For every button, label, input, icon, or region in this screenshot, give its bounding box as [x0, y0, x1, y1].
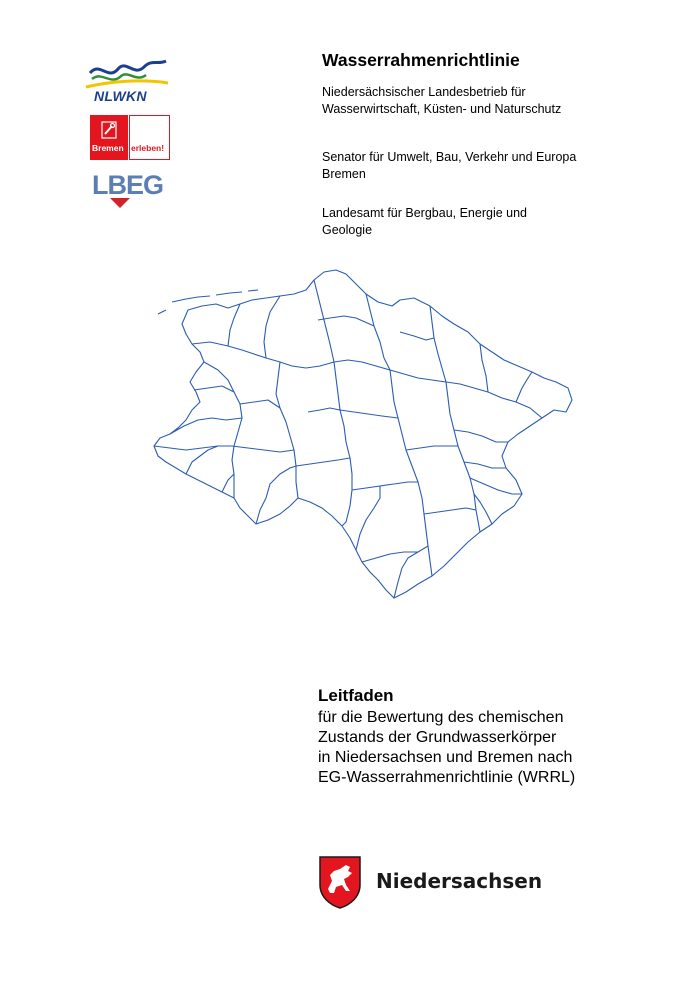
document-subtitle-line: Zustands der Grundwasserkörper [318, 729, 557, 746]
map-internal-boundary [474, 494, 492, 524]
map-island [172, 296, 210, 302]
lbeg-logo [92, 170, 164, 210]
organization-line: Bremen [322, 167, 366, 181]
map-internal-boundary [406, 446, 458, 450]
map-island [216, 292, 242, 295]
map-internal-boundary [480, 344, 488, 392]
niedersachsen-map-outline [130, 262, 590, 652]
map-internal-boundary [194, 386, 234, 392]
bremen-logo-white-panel [129, 115, 170, 160]
map-island [158, 310, 166, 314]
document-title: Leitfaden [318, 686, 394, 705]
map-internal-boundary [424, 508, 476, 514]
document-series-title: Wasserrahmenrichtlinie [322, 50, 520, 70]
niedersachsen-logo [318, 855, 558, 911]
map-internal-boundary [318, 316, 374, 326]
map-internal-boundary [186, 446, 218, 474]
bremen-logo-left-text: Bremen [92, 143, 124, 153]
map-internal-boundary [362, 546, 428, 562]
map-internal-boundary [192, 342, 542, 418]
bremen-logo-right-text: erleben! [131, 143, 165, 153]
organization-lbeg [322, 205, 662, 239]
map-internal-boundary [454, 430, 508, 442]
map-internal-boundary [228, 304, 240, 346]
map-internal-boundary [314, 280, 334, 362]
map-internal-boundary [390, 370, 432, 576]
lbeg-arrow-icon [110, 198, 130, 208]
map-internal-boundary [334, 362, 352, 526]
map-internal-boundary [394, 552, 418, 598]
groundwater-bodies-map [130, 262, 590, 652]
document-subtitle-line: in Niedersachsen und Bremen nach [318, 749, 573, 766]
map-internal-boundary [352, 482, 418, 490]
organization-line: Niedersächsischer Landesbetrieb für [322, 85, 526, 99]
bremen-logo-red-panel [90, 115, 128, 160]
organization-line: Landesamt für Bergbau, Energie und [322, 206, 527, 220]
map-internal-boundary [204, 362, 242, 498]
organization-line: Geologie [322, 223, 373, 237]
map-internal-boundary [464, 462, 506, 468]
document-subtitle-line: für die Bewertung des chemischen [318, 709, 564, 726]
horse-crest-icon [318, 855, 362, 909]
organization-nlwkn [322, 84, 662, 118]
organization-line: Wasserwirtschaft, Küsten- und Naturschutz [322, 102, 562, 116]
map-internal-boundary [356, 486, 380, 550]
map-internal-boundary [170, 418, 242, 434]
map-internal-boundary [240, 400, 280, 408]
document-subtitle-line: EG-Wasserrahmenrichtlinie (WRRL) [318, 769, 576, 786]
bremen-key-icon [101, 121, 117, 139]
lbeg-logo-text: LBEG [92, 170, 164, 200]
map-internal-boundary [308, 408, 340, 412]
map-internal-boundary [516, 372, 532, 402]
map-internal-boundary [366, 294, 390, 370]
bremen-logo [90, 115, 170, 160]
map-internal-boundary [154, 446, 294, 452]
map-island [248, 290, 258, 291]
nlwkn-logo [82, 55, 172, 103]
map-internal-boundary [296, 458, 350, 466]
organization-bremen-senator [322, 149, 662, 183]
map-internal-boundary [256, 466, 296, 524]
map-internal-boundary [222, 474, 234, 492]
nlwkn-logo-text: NLWKN [94, 88, 147, 104]
map-outer-boundary [154, 270, 572, 598]
map-internal-boundary [340, 410, 398, 418]
map-internal-boundary [400, 332, 434, 340]
niedersachsen-wordmark: Niedersachsen [376, 869, 543, 893]
organization-line: Senator für Umwelt, Bau, Verkehr und Europa [322, 150, 577, 164]
map-internal-boundary [470, 478, 522, 494]
map-internal-boundary [276, 362, 298, 498]
map-internal-boundary [264, 296, 280, 358]
